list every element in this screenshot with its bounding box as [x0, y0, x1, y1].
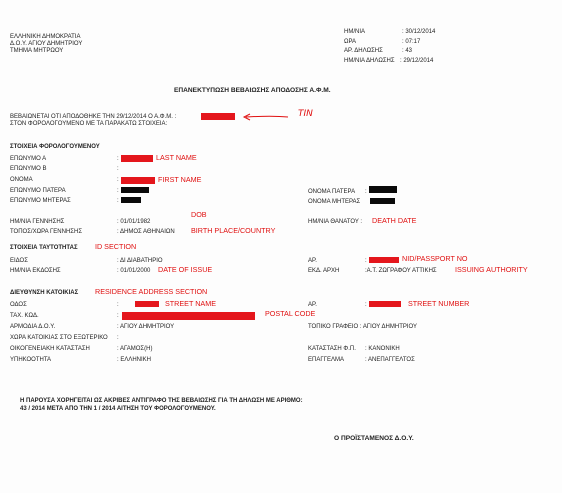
- death-date-annotation: DEATH DATE: [372, 216, 417, 225]
- postal-code-label: ΤΑΧ. ΚΩΔ.: [10, 313, 39, 319]
- intro-line-1: ΒΕΒΑΙΩΝΕΤΑΙ ΟΤΙ ΑΠΟΔΟΘΗΚΕ ΤΗΝ 29/12/2014 Ο Α.Φ.Μ. :: [10, 114, 177, 120]
- issue-date-label: ΗΜ/ΝΙΑ ΕΚΔΟΣΗΣ: [10, 268, 61, 274]
- nid-annotation: NID/PASSPORT NO: [402, 254, 468, 263]
- taxpayer-status-value: : ΚΑΝΟΝΙΚΗ: [365, 346, 400, 352]
- id-type-label: ΕΙΔΟΣ: [10, 258, 28, 264]
- issuing-authority-annotation: ISSUING AUTHORITY: [455, 265, 528, 274]
- footer-line-1: Η ΠΑΡΟΥΣΑ ΧΟΡΗΓΕΙΤΑΙ ΩΣ ΑΚΡΙΒΕΣ ΑΝΤΙΓΡΑΦΟ ΤΗΣ ΒΕΒΑΙΩΣΗΣ ΓΙΑ ΤΗ ΔΗΛΩΣΗ ΜΕ ΑΡΙΘΜΟ:: [20, 398, 303, 404]
- mother-surname-redaction: [121, 197, 141, 203]
- surname-b-label: ΕΠΩΝΥΜΟ Β: [10, 166, 47, 172]
- first-name-label: ΟΝΟΜΑ: [10, 177, 33, 183]
- header-declaration-no-label: ΑΡ. ΔΗΛΩΣΗΣ: [344, 48, 383, 54]
- first-name-redaction: [121, 177, 155, 184]
- header-date-value: : 30/12/2014: [402, 29, 436, 35]
- profession-label: ΕΠΑΓΓΕΛΜΑ: [308, 357, 344, 363]
- header-department: ΤΜΗΜΑ ΜΗΤΡΩΟΥ: [10, 48, 64, 54]
- father-surname-redaction: [121, 187, 149, 193]
- header-time-value: : 07:17: [402, 39, 421, 45]
- identity-heading: ΣΤΟΙΧΕΙΑ ΤΑΥΤΟΤΗΤΑΣ: [10, 245, 78, 251]
- header-time-label: ΩΡΑ: [344, 39, 357, 45]
- last-name-redaction: [121, 155, 153, 162]
- surname-b-colon: :: [117, 166, 119, 172]
- taxpayer-status-label: ΚΑΤΑΣΤΑΣΗ Φ.Π.: [308, 346, 356, 352]
- birth-date-value: : 01/01/1982: [117, 219, 151, 225]
- birth-place-value: : ΔΗΜΟΣ ΑΘΗΝΑΙΩΝ: [117, 229, 175, 235]
- abroad-country-colon: :: [117, 335, 119, 341]
- header-tax-office: Δ.Ο.Υ. ΑΓΙΟΥ ΔΗΜΗΤΡΙΟΥ: [10, 41, 83, 47]
- street-label: ΟΔΟΣ: [10, 302, 27, 308]
- signatory: Ο ΠΡΟΪΣΤΑΜΕΝΟΣ Δ.Ο.Υ.: [334, 435, 414, 442]
- street-redaction: [135, 301, 159, 307]
- citizenship-value: : ΕΛΛΗΝΙΚΗ: [117, 357, 152, 363]
- street-name-annotation: STREET NAME: [165, 299, 216, 308]
- father-surname-colon: :: [117, 188, 119, 194]
- father-name-colon: :: [365, 189, 367, 195]
- id-number-redaction: [369, 257, 399, 263]
- header-declaration-date-value: : 29/12/2014: [400, 58, 434, 64]
- document-title: ΕΠΑΝΕΚΤΥΠΩΣΗ ΒΕΒΑΙΩΣΗΣ ΑΠΟΔΟΣΗΣ Α.Φ.Μ.: [174, 87, 331, 94]
- street-number-redaction: [369, 301, 401, 307]
- birth-place-label: ΤΟΠΟΣ/ΧΩΡΑ ΓΕΝΝΗΣΗΣ: [10, 229, 83, 235]
- street-colon: :: [117, 302, 119, 308]
- footer-line-2: 43 / 2014 ΜΕΤΑ ΑΠΟ ΤΗΝ 1 / 2014 ΑΙΤΗΣΗ ΤΟΥ ΦΟΡΟΛΟΓΟΥΜΕΝΟΥ.: [20, 406, 216, 412]
- intro-line-2: ΣΤΟΝ ΦΟΡΟΛΟΓΟΥΜΕΝΟ ΜΕ ΤΑ ΠΑΡΑΚΑΤΩ ΣΤΟΙΧΕΙΑ:: [10, 121, 168, 127]
- postal-code-annotation: POSTAL CODE: [265, 309, 316, 318]
- header-country: ΕΛΛΗΝΙΚΗ ΔΗΜΟΚΡΑΤΙΑ: [10, 34, 81, 40]
- issuing-authority-label: ΕΚΔ. ΑΡΧΗ: [308, 268, 340, 274]
- father-name-label: ΟΝΟΜΑ ΠΑΤΕΡΑ: [308, 189, 356, 195]
- tax-office-label: ΑΡΜΟΔΙΑ Δ.Ο.Υ.: [10, 324, 56, 330]
- postal-code-colon: :: [117, 313, 119, 319]
- mother-name-label: ΟΝΟΜΑ ΜΗΤΕΡΑΣ: [308, 199, 361, 205]
- marital-status-label: ΟΙΚΟΓΕΝΕΙΑΚΗ ΚΑΤΑΣΤΑΣΗ: [10, 346, 90, 352]
- header-declaration-date-label: ΗΜ/ΝΙΑ ΔΗΛΩΣΗΣ: [344, 58, 395, 64]
- birth-date-label: ΗΜ/ΝΙΑ ΓΕΝΝΗΣΗΣ: [10, 219, 65, 225]
- death-date-label: ΗΜ/ΝΙΑ ΘΑΝΑΤΟΥ :: [308, 219, 363, 225]
- mother-surname-colon: :: [117, 198, 119, 204]
- id-number-colon: :: [365, 258, 367, 264]
- tin-annotation: TIN: [298, 109, 313, 119]
- header-declaration-no-value: : 43: [402, 48, 413, 54]
- dob-annotation: DOB: [191, 210, 207, 219]
- father-name-redaction: [369, 186, 397, 193]
- issuing-authority-value: :Α.Τ. ΖΩΓΡΑΦΟΥ ΑΤΤΙΚΗΣ: [365, 268, 437, 274]
- id-number-label: ΑΡ.: [308, 258, 317, 264]
- mother-surname-label: ΕΠΩΝΥΜΟ ΜΗΤΕΡΑΣ: [10, 198, 71, 204]
- residence-annotation: RESIDENCE ADDRESS SECTION: [95, 287, 208, 296]
- id-section-annotation: ID SECTION: [95, 242, 137, 251]
- address-heading: ΔΙΕΥΘΥΝΣΗ ΚΑΤΟΙΚΙΑΣ: [10, 290, 79, 296]
- surname-a-label: ΕΠΩΝΥΜΟ Α: [10, 156, 47, 162]
- father-surname-label: ΕΠΩΝΥΜΟ ΠΑΤΕΡΑ: [10, 188, 66, 194]
- first-name-annotation: FIRST NAME: [158, 175, 202, 184]
- issue-date-annotation: DATE OF ISSUE: [158, 265, 213, 274]
- birth-place-annotation: BIRTH PLACE/COUNTRY: [191, 226, 276, 235]
- first-name-colon: :: [117, 177, 119, 183]
- street-number-label: ΑΡ.: [308, 302, 317, 308]
- tin-redaction: [201, 113, 235, 120]
- postal-code-redaction: [122, 312, 255, 320]
- taxpayer-heading: ΣΤΟΙΧΕΙΑ ΦΟΡΟΛΟΓΟΥΜΕΝΟΥ: [10, 144, 100, 150]
- tax-office-value: : ΑΓΙΟΥ ΔΗΜΗΤΡΙΟΥ: [117, 324, 175, 330]
- local-office: ΤΟΠΙΚΟ ΓΡΑΦΕΙΟ : ΑΓΙΟΥ ΔΗΜΗΤΡΙΟΥ: [308, 324, 418, 330]
- header-date-label: ΗΜ/ΝΙΑ: [344, 29, 365, 35]
- marital-status-value: : ΑΓΑΜΟΣ(Η): [117, 346, 153, 352]
- issue-date-value: : 01/01/2000: [117, 268, 151, 274]
- street-number-annotation: STREET NUMBER: [408, 299, 470, 308]
- abroad-country-label: ΧΩΡΑ ΚΑΤΟΙΚΙΑΣ ΣΤΟ ΕΞΩΤΕΡΙΚΟ: [10, 335, 108, 341]
- citizenship-label: ΥΠΗΚΟΟΤΗΤΑ: [10, 357, 52, 363]
- id-type-value: : ΔΙ ΔΙΑΒΑΤΗΡΙΟ: [117, 258, 163, 264]
- surname-a-colon: :: [117, 156, 119, 162]
- street-number-colon: :: [365, 302, 367, 308]
- mother-name-redaction: [370, 198, 395, 204]
- last-name-annotation: LAST NAME: [156, 153, 197, 162]
- profession-value: : ΑΝΕΠΑΓΓΕΛΤΟΣ: [365, 357, 415, 363]
